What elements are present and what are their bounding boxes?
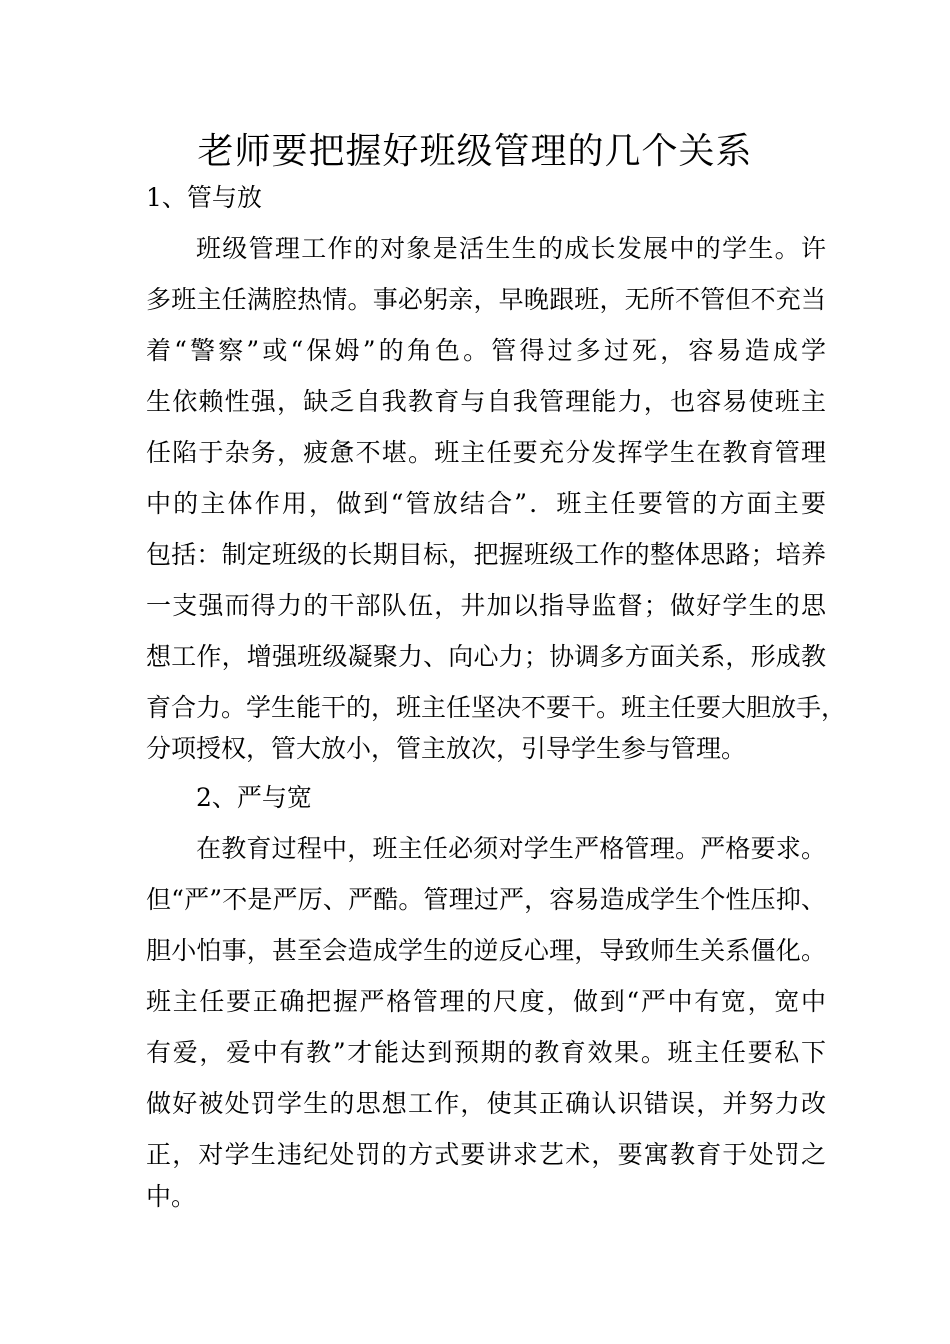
paragraph-line: 分项授权，管大放小，管主放次，引导学生参与管理。 bbox=[146, 734, 747, 763]
paragraph-line: 胆小怕事，甚至会造成学生的逆反心理，导致师生关系僵化。 bbox=[146, 936, 826, 965]
paragraph-line: 中的主体作用，做到“管放结合”．班主任要管的方面主要 bbox=[146, 489, 826, 518]
paragraph-line: 有爱，爱中有教”才能达到预期的教育效果。班主任要私下 bbox=[146, 1038, 826, 1067]
paragraph-line: 想工作，增强班级凝聚力、向心力；协调多方面关系，形成教 bbox=[146, 642, 826, 671]
paragraph-line: 包括：制定班级的长期目标，把握班级工作的整体思路；培养 bbox=[146, 540, 826, 569]
paragraph-line: 中。 bbox=[146, 1182, 197, 1211]
section-heading-1: 1、管与放 bbox=[146, 183, 262, 212]
paragraph-line: 多班主任满腔热情。事必躬亲，早晚跟班，无所不管但不充当 bbox=[146, 285, 826, 314]
paragraph-line: 在教育过程中，班主任必须对学生严格管理。严格要求。 bbox=[196, 834, 826, 863]
paragraph-line: 任陷于杂务，疲惫不堪。班主任要充分发挥学生在教育管理 bbox=[146, 438, 826, 467]
paragraph-line: 班主任要正确把握严格管理的尺度，做到“严中有宽，宽中 bbox=[146, 987, 826, 1016]
paragraph-line: 一支强而得力的干部队伍，井加以指导监督；做好学生的思 bbox=[146, 591, 826, 620]
paragraph-line: 做好被处罚学生的思想工作，使其正确认识错误，并努力改 bbox=[146, 1089, 826, 1118]
section-heading-2: 2、严与宽 bbox=[196, 783, 312, 812]
paragraph-line: 正，对学生违纪处罚的方式要讲求艺术，要寓教育于处罚之 bbox=[146, 1140, 826, 1169]
paragraph-line: 班级管理工作的对象是活生生的成长发展中的学生。许 bbox=[196, 234, 826, 263]
paragraph-line: 着“警察”或“保姆”的角色。管得过多过死，容易造成学 bbox=[146, 336, 826, 365]
paragraph-line: 育合力。学生能干的，班主任坚决不要干。班主任要大胆放手， bbox=[146, 693, 847, 722]
paragraph-line: 生依赖性强，缺乏自我教育与自我管理能力，也容易使班主 bbox=[146, 387, 826, 416]
paragraph-line: 但“严”不是严厉、严酷。管理过严，容易造成学生个性压抑、 bbox=[146, 885, 826, 914]
page-title: 老师要把握好班级管理的几个关系 bbox=[197, 131, 753, 172]
